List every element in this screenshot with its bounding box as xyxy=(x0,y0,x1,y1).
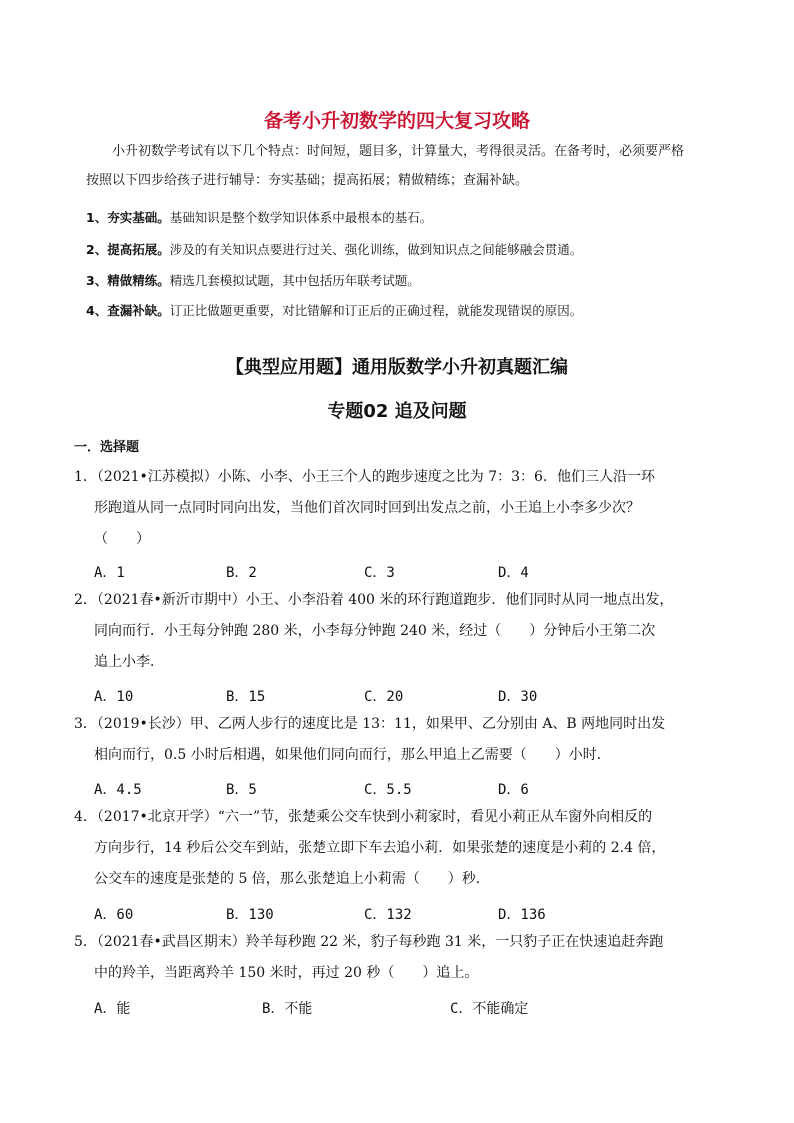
sub-title: 专题02 追及问题 xyxy=(327,401,467,422)
tip-2-head: 2、提高拓展。 xyxy=(86,242,170,257)
tip-3-head: 3、精做精练。 xyxy=(86,273,170,288)
option-a[interactable]: A．能 xyxy=(94,1001,131,1017)
question-4 xyxy=(74,802,734,895)
question-1-line-2: 形跑道从同一点同时同向出发，当他们首次同时回到出发点之前，小王追上小李多少次？ xyxy=(94,500,640,516)
tip-4 xyxy=(86,301,736,319)
option-c[interactable]: C．132 xyxy=(364,907,412,923)
option-b[interactable]: B．不能 xyxy=(262,1001,313,1017)
question-4-line-3: 公交车的速度是张楚的 5 倍，那么张楚追上小莉需（ ）秒． xyxy=(94,871,490,887)
tip-2-text: 涉及的有关知识点要进行过关、强化训练，做到知识点之间能够融会贯通。 xyxy=(169,242,583,257)
option-b[interactable]: B．2 xyxy=(226,565,257,581)
option-d[interactable]: D．136 xyxy=(498,907,546,923)
option-c[interactable]: C．20 xyxy=(364,689,404,705)
option-c[interactable]: C．5.5 xyxy=(364,782,412,798)
option-a[interactable]: A．60 xyxy=(94,907,134,923)
question-1-line-3: （ ） xyxy=(94,531,150,547)
tip-4-head: 4、查漏补缺。 xyxy=(86,303,170,318)
tip-3 xyxy=(86,271,736,289)
question-3-line-1: 3．（2019•长沙）甲、乙两人步行的速度比是 13：11，如果甲、乙分别由 A、B 两地同时出发 xyxy=(74,716,666,732)
section-heading: 一．选择题 xyxy=(74,440,140,455)
option-b[interactable]: B．15 xyxy=(226,689,266,705)
question-2 xyxy=(74,585,734,678)
option-a[interactable]: A．10 xyxy=(94,689,134,705)
intro-title: 备考小升初数学的四大复习攻略 xyxy=(263,110,530,132)
option-b[interactable]: B．5 xyxy=(226,782,257,798)
question-3-line-2: 相向而行，0.5 小时后相遇，如果他们同向而行，那么甲追上乙需要（ ）小时． xyxy=(94,747,611,763)
option-c[interactable]: C．3 xyxy=(364,565,395,581)
option-d[interactable]: D．30 xyxy=(498,689,538,705)
question-2-line-1: 2．（2021春•新沂市期中）小王、小李沿着 400 米的环行跑道跑步．他们同时从同一地点出发， xyxy=(74,592,674,608)
option-d[interactable]: D．4 xyxy=(498,565,529,581)
question-2-line-2: 同向而行．小王每分钟跑 280 米，小李每分钟跑 240 米，经过（ ）分钟后小王第二次 xyxy=(94,623,656,639)
question-5-line-1: 5．（2021春•武昌区期末）羚羊每秒跑 22 米，豹子每秒跑 31 米，一只豹子正在快速追赶奔跑 xyxy=(74,934,664,950)
main-title: 【典型应用题】通用版数学小升初真题汇编 xyxy=(226,357,568,378)
option-a[interactable]: A．4.5 xyxy=(94,782,142,798)
option-c[interactable]: C．不能确定 xyxy=(450,1001,529,1017)
intro-paragraph xyxy=(86,137,726,195)
tip-1 xyxy=(86,208,736,226)
option-b[interactable]: B．130 xyxy=(226,907,274,923)
question-5-line-2: 中的羚羊，当距离羚羊 150 米时，再过 20 秒（ ）追上。 xyxy=(94,965,479,981)
tip-2 xyxy=(86,240,736,258)
question-4-line-2: 方向步行，14 秒后公交车到站，张楚立即下车去追小莉．如果张楚的速度是小莉的 2.4 倍， xyxy=(94,840,666,856)
question-5 xyxy=(74,927,734,989)
tip-3-text: 精选几套模拟试题，其中包括历年联考试题。 xyxy=(169,273,420,288)
question-2-line-3: 追上小李． xyxy=(94,654,164,670)
option-d[interactable]: D．6 xyxy=(498,782,529,798)
tip-4-text: 订正比做题更重要，对比错解和订正后的正确过程，就能发现错误的原因。 xyxy=(169,303,583,318)
question-3 xyxy=(74,709,734,771)
question-1 xyxy=(74,462,734,555)
intro-line-2: 按照以下四步给孩子进行辅导：夯实基础；提高拓展；精做精练；查漏补缺。 xyxy=(86,173,529,188)
intro-line-1: 小升初数学考试有以下几个特点：时间短，题目多，计算量大，考得很灵活。在备考时，必须要严格 xyxy=(112,144,685,159)
question-1-line-1: 1．（2021•江苏模拟）小陈、小李、小王三个人的跑步速度之比为 7：3：6．他们三人沿一环 xyxy=(74,469,655,485)
question-4-line-1: 4．（2017•北京开学）“六一”节，张楚乘公交车快到小莉家时，看见小莉正从车窗外向相反的 xyxy=(74,809,653,825)
tip-1-text: 基础知识是整个数学知识体系中最根本的基石。 xyxy=(169,210,433,225)
option-a[interactable]: A．1 xyxy=(94,565,125,581)
tip-1-head: 1、夯实基础。 xyxy=(86,210,170,225)
